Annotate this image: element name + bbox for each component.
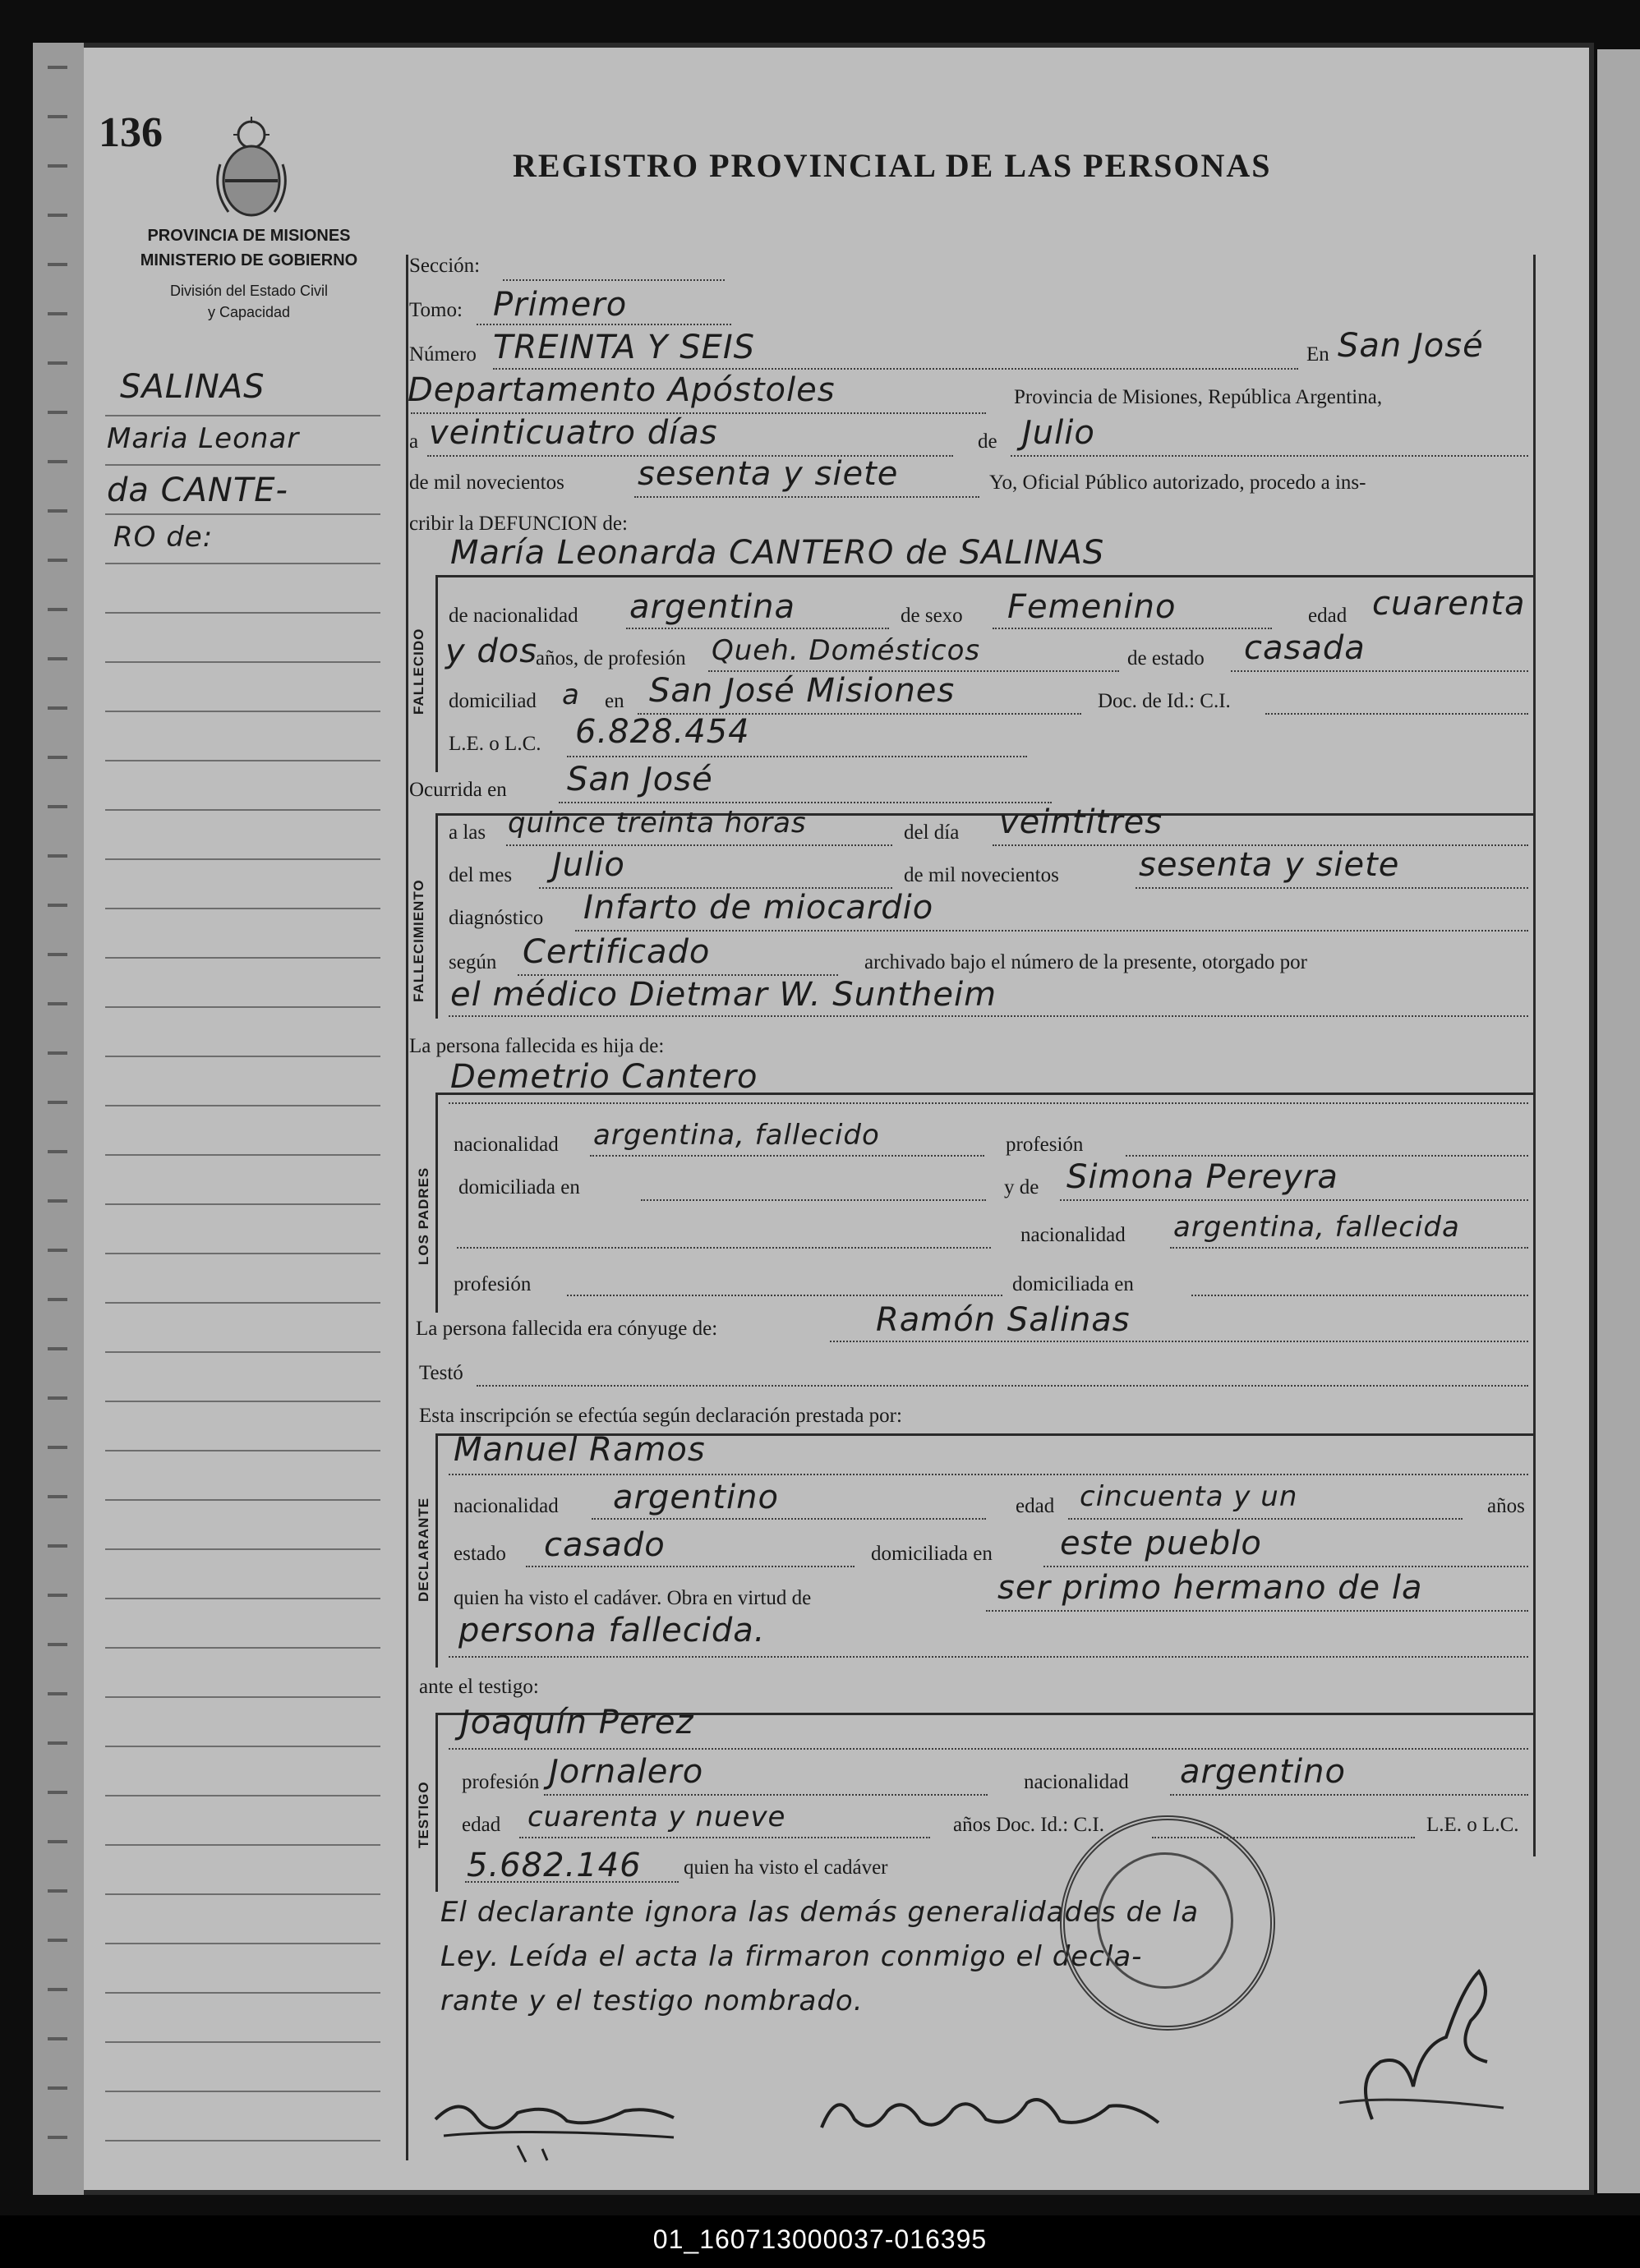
testigo-line xyxy=(449,1748,1528,1750)
nac-testigo-line xyxy=(1170,1794,1528,1796)
fallecido-box-top xyxy=(435,575,1533,577)
label-estado-declarante: estado xyxy=(454,1543,506,1565)
dom-declarante-value: este pueblo xyxy=(1060,1525,1262,1562)
coat-of-arms-icon xyxy=(212,115,291,222)
madre-line xyxy=(1060,1199,1528,1201)
label-sexo: de sexo xyxy=(901,605,963,627)
declarante-signature xyxy=(427,2070,690,2169)
label-del-mes: del mes xyxy=(449,864,513,886)
anio2-line xyxy=(1136,887,1528,889)
binding-holes xyxy=(48,66,67,2169)
label-prof-madre: profesión xyxy=(454,1273,532,1295)
nac-declarante-value: argentino xyxy=(613,1479,779,1516)
org-line-2: MINISTERIO DE GOBIERNO xyxy=(140,251,358,269)
label-dom-madre: domiciliada en xyxy=(1012,1273,1134,1295)
label-nac-madre: nacionalidad xyxy=(1020,1224,1126,1246)
dom-madre-line xyxy=(1191,1295,1528,1296)
virtud-value-1: ser primo hermano de la xyxy=(997,1569,1423,1607)
sexo-line xyxy=(993,628,1272,629)
dom-padre-line xyxy=(641,1199,986,1201)
anio-value: sesenta y siete xyxy=(638,455,899,493)
label-prof-padre: profesión xyxy=(1006,1134,1084,1156)
fallecimiento-box-left xyxy=(435,813,438,1019)
testo-line xyxy=(477,1385,1528,1387)
declarante-box-left xyxy=(435,1433,438,1668)
label-ante: ante el testigo: xyxy=(419,1676,539,1698)
madre-value: Simona Pereyra xyxy=(1066,1158,1338,1196)
nac-declarante-line xyxy=(592,1518,986,1520)
estado-value: casada xyxy=(1244,629,1366,667)
official-stamp-inner-ring xyxy=(1097,1852,1233,1989)
side-label-fallecimiento: FALLECIMIENTO xyxy=(411,879,426,1002)
testigo-signature xyxy=(813,2070,1175,2152)
edad-testigo-line xyxy=(519,1837,930,1838)
note-line-3: rante y el testigo nombrado. xyxy=(440,1985,864,2017)
seccion-line xyxy=(503,279,725,281)
doc-testigo-value-line xyxy=(465,1881,679,1883)
le-line xyxy=(567,756,1027,757)
label-inscripcion: Esta inscripción se efectúa según declaración prestada por: xyxy=(419,1405,902,1427)
mes-line xyxy=(1011,455,1528,457)
declarante-value: Manuel Ramos xyxy=(454,1431,706,1469)
label-de-mil-2: de mil novecientos xyxy=(904,864,1059,886)
label-archivado: archivado bajo el número de la presente, otorgado por xyxy=(864,951,1307,973)
label-a-las: a las xyxy=(449,821,486,844)
label-le-testigo: L.E. o L.C. xyxy=(1426,1814,1519,1836)
label-yo: Yo, Oficial Público autorizado, procedo a ins- xyxy=(989,472,1366,494)
padres-box-left xyxy=(435,1093,438,1313)
next-page-edge xyxy=(1597,49,1640,2193)
nacionalidad-line xyxy=(626,628,889,629)
side-label-declarante: DECLARANTE xyxy=(416,1497,431,1602)
padre-line xyxy=(449,1102,1528,1104)
label-anos-declarante: años xyxy=(1487,1495,1525,1517)
label-tomo: Tomo: xyxy=(409,299,463,321)
label-anos-profesion: años, de profesión xyxy=(536,647,686,669)
sexo-value: Femenino xyxy=(1007,588,1177,626)
prof-madre-line xyxy=(567,1295,1002,1296)
label-testo: Testó xyxy=(419,1362,463,1384)
dia-value: veintitres xyxy=(999,803,1163,841)
label-hija: La persona fallecida es hija de: xyxy=(409,1035,665,1057)
label-nac-testigo: nacionalidad xyxy=(1024,1771,1129,1793)
edad-testigo-value: cuarenta y nueve xyxy=(527,1801,786,1833)
org-line-4: y Capacidad xyxy=(207,304,291,320)
label-en: En xyxy=(1306,343,1329,366)
label-en-domicilio: en xyxy=(605,690,624,712)
label-estado: de estado xyxy=(1127,647,1205,669)
medico-line xyxy=(449,1015,1528,1017)
hora-value: quince treinta horas xyxy=(508,807,807,840)
side-label-fallecido: FALLECIDO xyxy=(411,628,426,715)
prof-testigo-line xyxy=(544,1794,988,1796)
mes-value: Julio xyxy=(1022,414,1095,452)
label-de-mil: de mil novecientos xyxy=(409,472,564,494)
numero-value: TREINTA Y SEIS xyxy=(493,329,756,366)
label-edad-declarante: edad xyxy=(1016,1495,1055,1517)
virtud-line xyxy=(986,1610,1528,1612)
numero-line xyxy=(493,368,1298,370)
document-title: REGISTRO PROVINCIAL DE LAS PERSONAS xyxy=(513,147,1272,184)
declarante-line xyxy=(449,1474,1528,1475)
side-label-testigo: TESTIGO xyxy=(416,1781,431,1848)
edad-value-1: cuarenta xyxy=(1372,585,1526,623)
label-nacionalidad: de nacionalidad xyxy=(449,605,578,627)
ocurrida-line xyxy=(559,802,1052,803)
estado-line xyxy=(1231,670,1528,672)
label-doc: Doc. de Id.: C.I. xyxy=(1098,690,1231,712)
virtud-value-2: persona fallecida. xyxy=(458,1612,766,1649)
label-le: L.E. o L.C. xyxy=(449,733,541,755)
label-y-de: y de xyxy=(1004,1176,1039,1198)
form-right-border xyxy=(1533,255,1536,1856)
label-ocurrida: Ocurrida en xyxy=(409,779,507,801)
nac-padre-value: argentina, fallecido xyxy=(593,1119,880,1152)
virtud-line-2 xyxy=(449,1656,1528,1658)
org-line-3: División del Estado Civil xyxy=(169,283,329,299)
page-number: 136 xyxy=(99,109,163,156)
label-dom-padre: domiciliada en xyxy=(458,1176,580,1198)
label-seccion: Sección: xyxy=(409,255,481,277)
side-label-los-padres: LOS PADRES xyxy=(416,1166,431,1265)
dom-declarante-line xyxy=(1043,1566,1528,1567)
testigo-box-left xyxy=(435,1713,438,1892)
departamento-value: Departamento Apóstoles xyxy=(408,371,836,409)
label-edad-testigo: edad xyxy=(462,1814,501,1836)
medico-value: el médico Dietmar W. Suntheim xyxy=(450,976,997,1014)
estado-declarante-line xyxy=(526,1566,855,1567)
anio-line xyxy=(634,496,979,498)
nac-madre-value: argentina, fallecida xyxy=(1173,1211,1460,1244)
padres-blank-line xyxy=(457,1247,991,1249)
official-signature xyxy=(1323,1939,1512,2136)
label-nac-padre: nacionalidad xyxy=(454,1134,559,1156)
segun-value: Certificado xyxy=(523,933,711,971)
le-value: 6.828.454 xyxy=(575,713,750,751)
label-del-dia: del día xyxy=(904,821,960,844)
margin-note-line-3: da CANTE- xyxy=(107,472,288,509)
form-left-border xyxy=(406,255,408,2160)
edad-value-2: y dos xyxy=(445,633,538,670)
label-prof-testigo: profesión xyxy=(462,1771,540,1793)
label-nac-declarante: nacionalidad xyxy=(454,1495,559,1517)
padre-value: Demetrio Cantero xyxy=(450,1058,758,1096)
profesion-value: Queh. Domésticos xyxy=(712,634,981,667)
label-inscribir: cribir la DEFUNCION de: xyxy=(409,513,628,535)
label-numero: Número xyxy=(409,343,477,366)
ocurrida-value: San José xyxy=(567,761,713,798)
nac-testigo-value: argentino xyxy=(1180,1753,1346,1791)
label-dom-declarante: domiciliada en xyxy=(871,1543,993,1565)
edad-declarante-value: cincuenta y un xyxy=(1080,1480,1298,1513)
nac-madre-line xyxy=(1170,1247,1528,1249)
conyuge-line xyxy=(830,1341,1528,1342)
image-identifier: 01_160713000037-016395 xyxy=(652,2224,988,2254)
margin-note-line-4: RO de: xyxy=(113,521,214,554)
anio2-value: sesenta y siete xyxy=(1139,846,1400,884)
domicilio-value: San José Misiones xyxy=(649,672,956,710)
label-edad: edad xyxy=(1308,605,1347,627)
fallecido-box-left xyxy=(435,575,438,772)
note-line-2: Ley. Leída el acta la firmaron conmigo el decla- xyxy=(440,1940,1143,1973)
diagnostico-value: Infarto de miocardio xyxy=(583,889,934,927)
label-visto-testigo: quien ha visto el cadáver xyxy=(684,1856,888,1879)
label-a: a xyxy=(409,430,419,453)
conyuge-value: Ramón Salinas xyxy=(876,1301,1131,1339)
tomo-value: Primero xyxy=(493,286,628,324)
doc-line xyxy=(1265,713,1528,715)
label-segun: según xyxy=(449,951,497,973)
nacionalidad-value: argentina xyxy=(629,588,795,626)
note-line-1: El declarante ignora las demás generalidades de la xyxy=(440,1896,1200,1929)
domiciliad-suffix: a xyxy=(562,679,580,711)
dias-value: veinticuatro días xyxy=(429,414,718,452)
margin-note-line-1: SALINAS xyxy=(120,368,265,406)
doc-testigo-value: 5.682.146 xyxy=(467,1847,642,1884)
org-line-1: PROVINCIA DE MISIONES xyxy=(147,227,351,245)
testigo-value: Joaquín Perez xyxy=(460,1704,694,1741)
label-domiciliad: domiciliad xyxy=(449,690,537,712)
nac-padre-line xyxy=(590,1155,984,1157)
diagnostico-line xyxy=(575,930,1528,932)
prof-padre-line xyxy=(1126,1155,1528,1157)
mes2-value: Julio xyxy=(552,846,625,884)
margin-note-line-2: Maria Leonar xyxy=(107,422,300,455)
label-conyuge: La persona fallecida era cónyuge de: xyxy=(416,1318,718,1340)
label-visto: quien ha visto el cadáver. Obra en virtud de xyxy=(454,1587,812,1609)
label-de: de xyxy=(978,430,997,453)
edad-declarante-line xyxy=(1068,1518,1463,1520)
label-anos-doc: años Doc. Id.: C.I. xyxy=(953,1814,1104,1836)
prof-testigo-value: Jornalero xyxy=(549,1753,704,1791)
label-provincia: Provincia de Misiones, República Argentina, xyxy=(1014,386,1383,408)
tomo-line xyxy=(477,324,731,325)
label-diagnostico: diagnóstico xyxy=(449,907,544,929)
lugar-value: San José xyxy=(1338,327,1484,365)
estado-declarante-value: casado xyxy=(544,1526,666,1564)
nombre-value: María Leonarda CANTERO de SALINAS xyxy=(450,534,1105,572)
